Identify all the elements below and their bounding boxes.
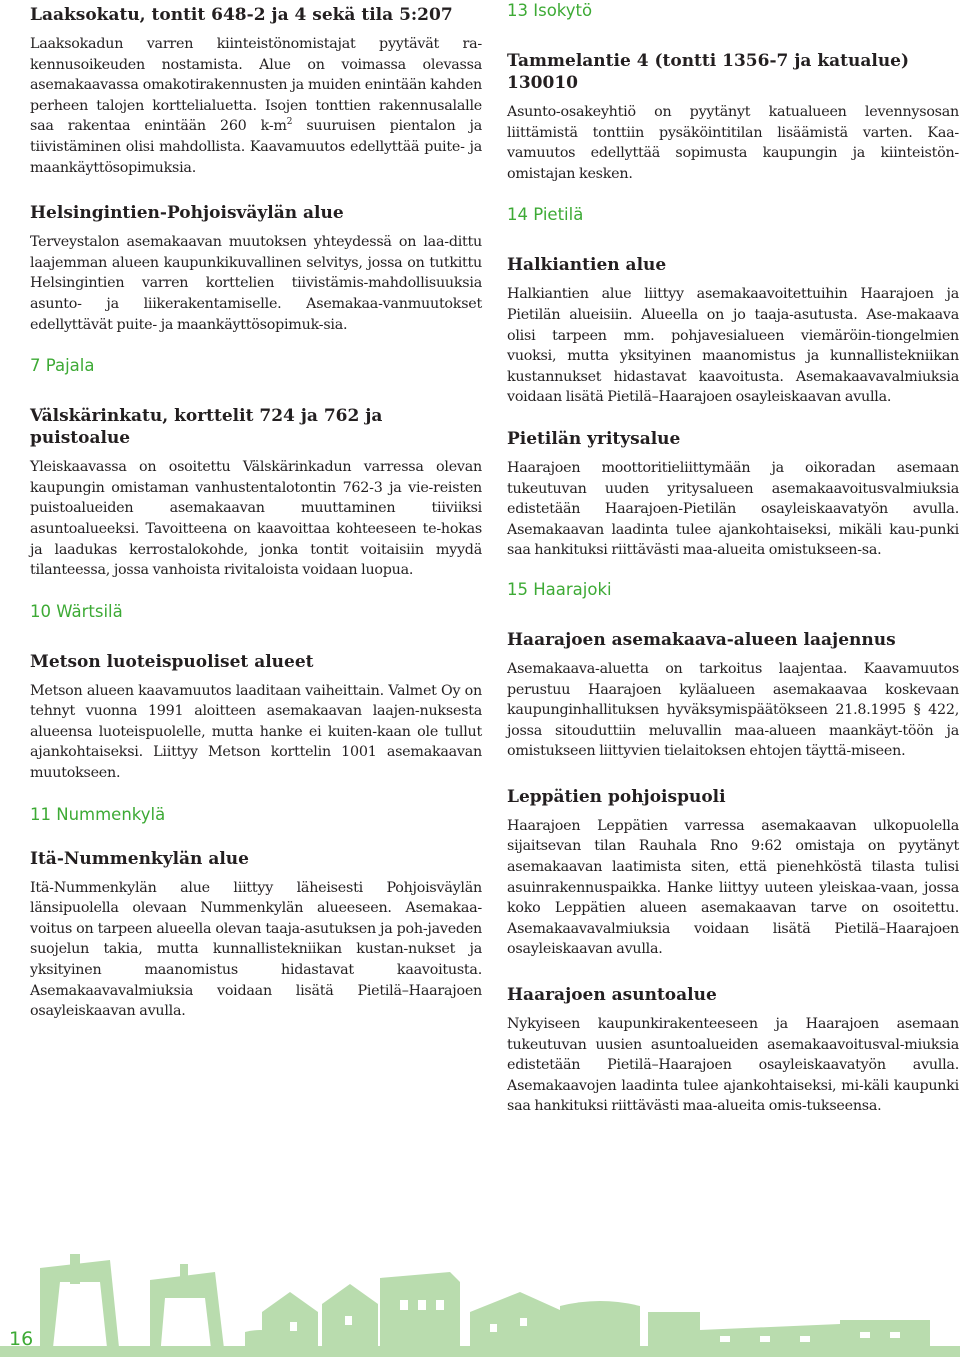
area-heading-pietila: 14 Pietilä: [507, 205, 584, 225]
page-number: 16: [9, 1328, 34, 1350]
section-body-tammelantie: Asunto-osakeyhtiö on pyytänyt katualueen levennysosan liittämistä tonttiin pysäköintitilan lisäämistä varten. Kaa-vamuutos edellyttää sopimusta kaupungin ja kiinteistön-omistajan kesken.: [507, 104, 959, 182]
section-body-metso: Metson alueen kaavamuutos laaditaan vaiheittain. Valmet Oy on tehnyt vuonna 1991 aloitteen asemakaavan laajen-nuksesta alueensa luoteispuolelle, mutta hanke ei kuiten-kaan ole tullut ajankohtaiseksi. Liittyy Metson korttelin 1001 asemakaavan muutokseen.: [30, 682, 482, 782]
section-title-leppatie: Leppätien pohjoispuoli: [507, 786, 726, 807]
section-title-haarajoki-asuntoalue: Haarajoen asuntoalue: [507, 985, 717, 1006]
section-title-metso: Metson luoteispuoliset alueet: [30, 651, 314, 672]
left-column: [30, 0, 482, 1022]
section-body-text: suuruisen pientalon ja tiivistäminen olisi mahdollista. Kaavamuutos edellyttää puite- ja maankäyttösopimuksia.: [30, 118, 482, 176]
section-title-halkiantie: Halkiantien alue: [507, 255, 667, 276]
section-title-tammelantie: Tammelantie 4 (tontti 1356-7 ja katualue) 130010: [507, 51, 910, 93]
section-title-ita-nummenkyla: Itä-Nummenkylän alue: [30, 848, 249, 869]
section-title-pietila-yritysalue: Pietilän yritysalue: [507, 428, 681, 449]
superscript: 2: [286, 117, 293, 128]
area-heading-haarajoki: 15 Haarajoki: [507, 579, 612, 599]
section-body-valskarinkatu: Yleiskaavassa on osoitettu Välskärinkadun varressa olevan kaupungin omistaman vanhustentalotontin 762-3 ja vie-reisten puistoalueiden asemakaavan muuttaminen tiiviiksi asuntoalueeksi. Tavoitteena on kaavoittaa kohteeseen te-hokas ja laadukas kerrostalokohde, jonka tontit voitaisiin myydä tilanteessa, jossa vanhoista rivitaloista voidaan luopua.: [30, 459, 482, 579]
section-body-pietila-yritysalue: Haarajoen moottoritieliittymään ja oikoradan asemaan tukeutuvan uuden yritysalueen asemakaavoitusvalmiuksia edistetään Haarajoen-Pietilän osayleiskaavatyön avulla. Asemakaavan laadinta tulee ajankohtaiseksi, mikäli kau-punki saa hankituksi riittävästi maa-alueita omistukseen-sa.: [507, 459, 959, 559]
footer-skyline-illustration: [0, 1220, 960, 1357]
section-title-laaksokatu: Laaksokatu, tontit 648-2 ja 4 sekä tila 5:207: [30, 5, 453, 25]
section-body-helsingintie: Terveystalon asemakaavan muutoksen yhteydessä on laa-dittu laajemman alueen kaupunkikuvallinen selvitys, jossa on tutkittu Helsingintien varren korttelien tiivistämis-mahdollisuuksia asunto- ja liikerakentamiselle. Asemakaa-vanmuutokset edellyttävät puite- ja maankäyttösopimuk-sia.: [30, 234, 482, 333]
section-body-laaksokatu: [30, 34, 482, 178]
section-body-leppatie: Haarajoen Leppätien varressa asemakaavan ulkopuolella sijaitsevan tilan Rauhala Rno 9:62 omistaja on pyytänyt asemakaavan laatimista siten, että pienehköstä tilasta tulisi asuinrakennuspaikka. Hanke liittyy uuteen yleiskaa-vaan, jossa koko Leppätien alueen asemakaavan tarve on osoitettu. Asemakaavavalmiuksia voidaan lisätä Pietilä–Haarajoen osayleiskaavan avulla.: [507, 817, 959, 958]
section-title-helsingintie: Helsingintien-Pohjoisväylän alue: [30, 203, 344, 224]
section-body-haarajoki-asuntoalue: Nykyiseen kaupunkirakenteeseen ja Haarajoen asemaan tukeutuvan uusien asuntoalueiden asemakaavoitusval-miuksia edistetään Pietilä–Haarajoen osayleiskaavatyön avulla. Asemakaavojen laadinta tulee ajankohtaiseksi, mi-käli kaupunki saa hankituksi riittävästi maa-alueita omis-tukseensa.: [507, 1016, 959, 1115]
area-heading-nummenkyla: 11 Nummenkylä: [30, 804, 166, 824]
section-body-halkiantie: Halkiantien alue liittyy asemakaavoitettuihin Haarajoen ja Pietilän alueisiin. Alueella on jo taaja-asutusta. Ase-makaava olisi tarpeen mm. pohjavesialueen viemäröin-tiongelmien vuoksi, mutta yksityinen maanomistus ja kunnallistekniikan kustannukset hidastavat kaavoitusta. Asemakaavavalmiuksia voidaan lisätä Pietilä–Haarajoen osayleiskaavan avulla.: [507, 286, 959, 406]
area-heading-pajala: 7 Pajala: [30, 356, 95, 376]
section-title-haarajoki-laajennus: Haarajoen asemakaava-alueen laajennus: [507, 629, 896, 650]
section-body-text: Laaksokadun varren kiinteistönomistajat pyytävät ra-kennusoikeuden nostamista. Alue on voimassa olevassa asemakaavassa omakotirakennusten ja muiden enintään kahden perheen talojen korttelialuetta. Isojen tonttien rakennusalalle saa rakentaa enintään 260 k-m: [30, 36, 482, 135]
section-title-valskarinkatu: Välskärinkatu, korttelit 724 ja 762 ja puistoalue: [30, 406, 383, 449]
area-heading-isokyto: 13 Isokytö: [507, 1, 593, 20]
right-column: [507, 0, 959, 1117]
section-body-haarajoki-laajennus: Asemakaava-aluetta on tarkoitus laajentaa. Kaavamuutos perustuu Haarajoen kyläalueen asemakaavaa koskevaan kaupunginhallituksen hyväksymispäätökseen 21.8.1995 § 422, jossa sitouduttiin meluvallin maa-alueen maankäyt-töön ja omistukseen liittyvien tielaitoksen ehtojen täyttä-miseen.: [507, 660, 959, 760]
section-body-ita-nummenkyla: Itä-Nummenkylän alue liittyy läheisesti Pohjoisväylän länsipuolella olevaan Nummenkylän alueeseen. Asemakaa-voitus on tarpeen alueella olevan taaja-asutuksen ja poh-javeden suojelun takia, mutta kunnallistekniikan kustan-nukset ja yksityinen maanomistus hidastavat kaavoitusta. Asemakaavavalmiuksia voidaan lisätä Pietilä–Haarajoen osayleiskaavan avulla.: [30, 879, 482, 1020]
skyline-shapes: [0, 1254, 960, 1357]
area-heading-wartsila: 10 Wärtsilä: [30, 601, 123, 621]
